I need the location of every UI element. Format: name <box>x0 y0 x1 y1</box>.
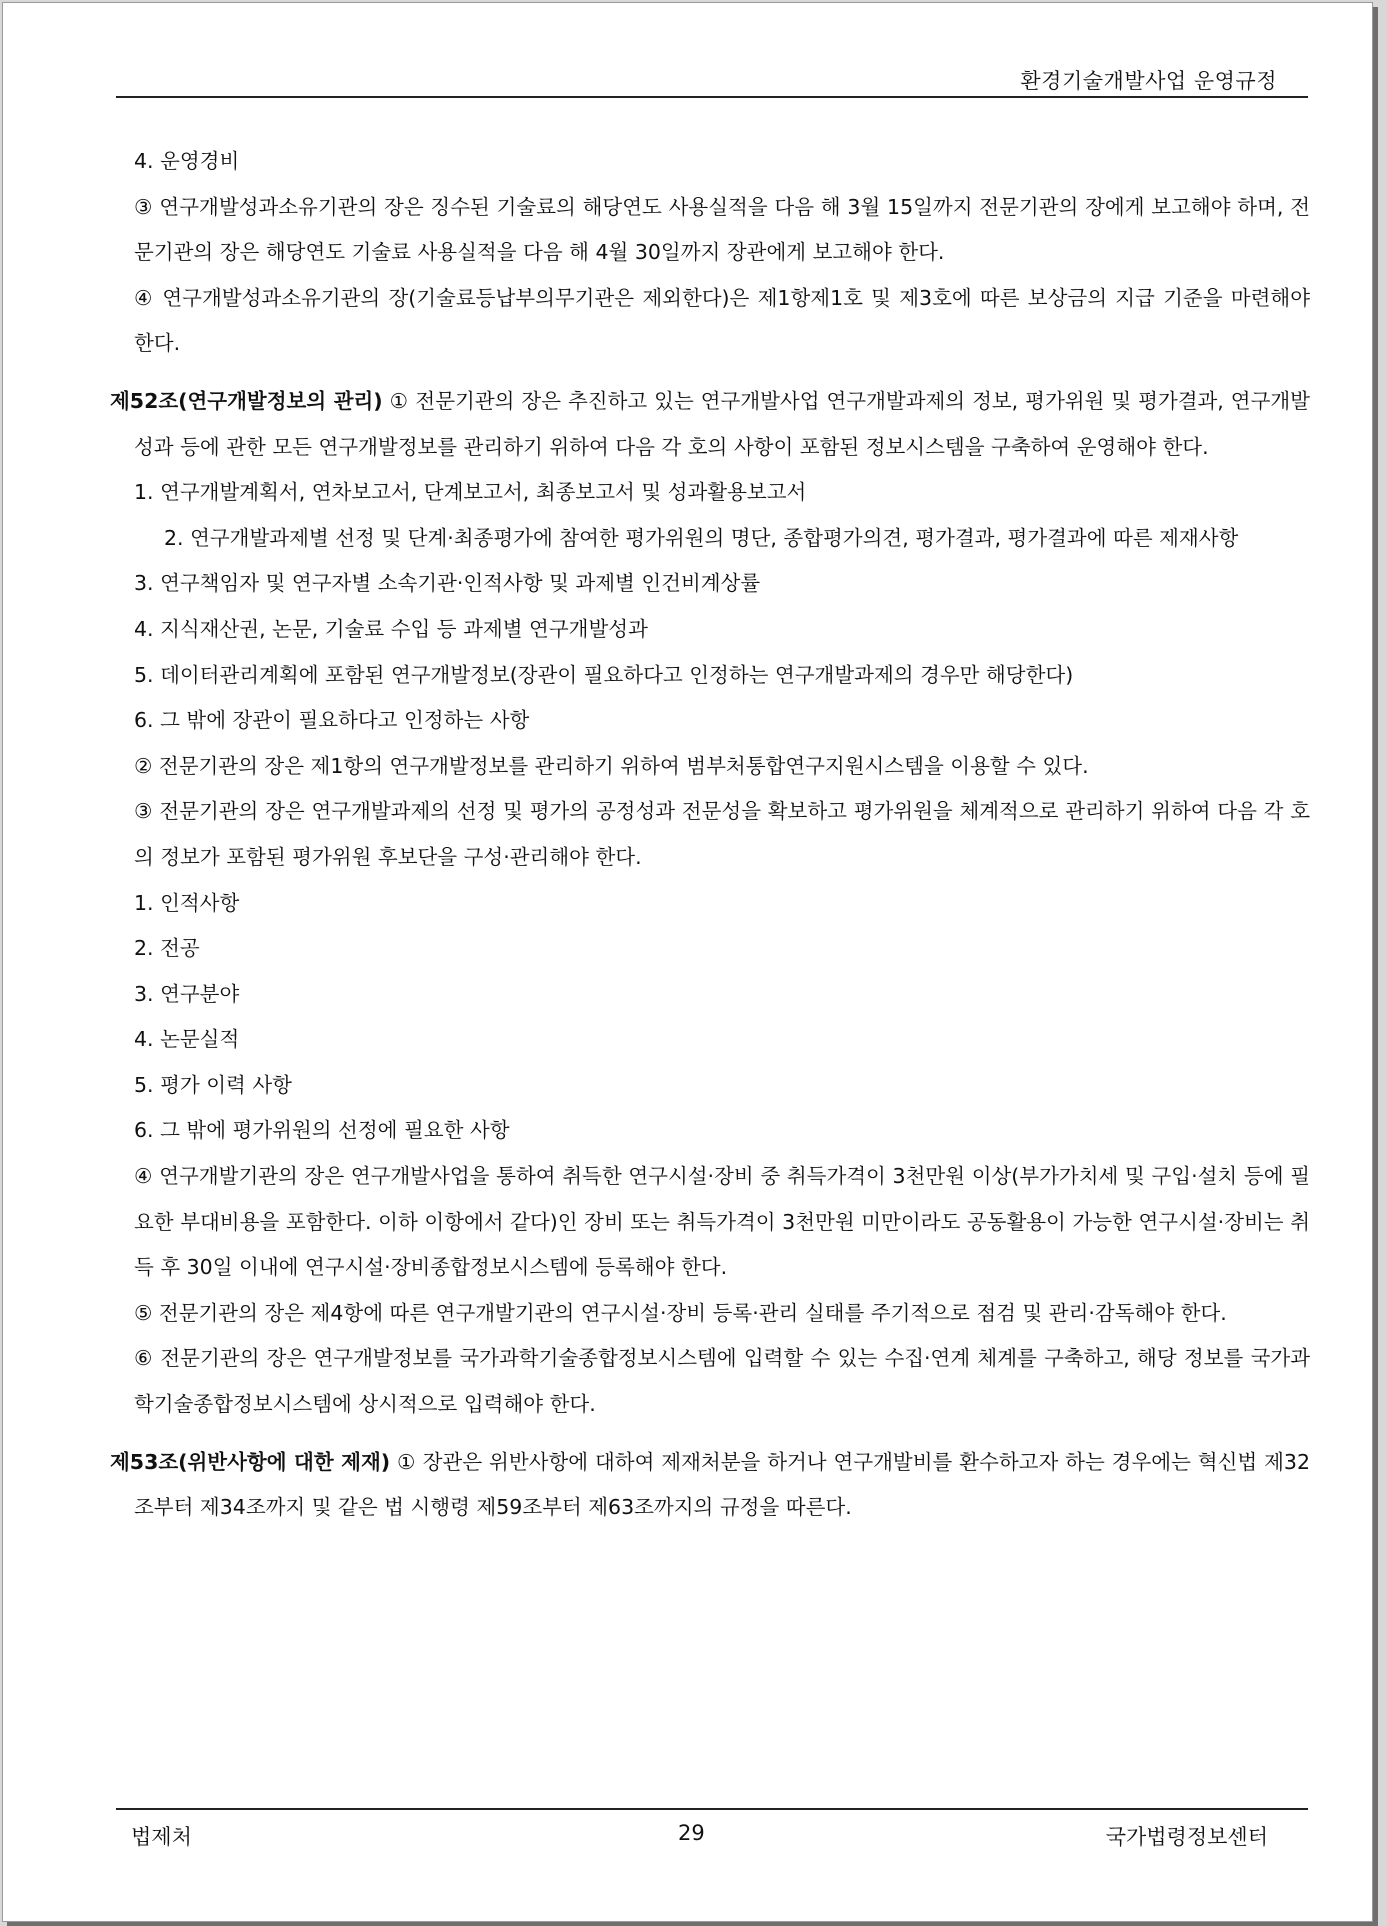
paragraph-4: ④ 연구개발성과소유기관의 장(기술료등납부의무기관은 제외한다)은 제1항제1호 및 제3호에 따른 보상금의 지급 기준을 마련해야 한다. <box>134 285 1310 356</box>
article-52-intro: ① 전문기관의 장은 추진하고 있는 연구개발사업 연구개발과제의 정보, 평가위원 및 평가결과, 연구개발성과 등에 관한 모든 연구개발정보를 관리하기 위하여 다음 각 호의 사항이 포함된 정보시스템을 구축하여 운영해야 한다. <box>134 388 1310 459</box>
list-item: 1. 인적사항 <box>134 890 240 915</box>
paragraph-3: ③ 연구개발성과소유기관의 장은 징수된 기술료의 해당연도 사용실적을 다음 해 3월 15일까지 전문기관의 장에게 보고해야 하며, 전문기관의 장은 해당연도 기술료 사용실적을 다음 해 4월 30일까지 장관에게 보고해야 한다. <box>134 194 1310 265</box>
spacer <box>134 1428 1310 1440</box>
paragraph-4: ④ 연구개발기관의 장은 연구개발사업을 통하여 취득한 연구시설·장비 중 취득가격이 3천만원 이상(부가가치세 및 구입·설치 등에 필요한 부대비용을 포함한다. 이하 이항에서 같다)인 장비 또는 취득가격이 3천만원 미만이라도 공동활용이 가능한 연구시설·장비는 취득 후 30일 이내에 연구시설·장비종합정보시스템에 등록해야 한다. <box>134 1164 1310 1280</box>
list-item: 3. 연구분야 <box>134 981 240 1006</box>
list-item: 6. 그 밖에 장관이 필요하다고 인정하는 사항 <box>134 708 530 733</box>
footer-publisher: 법제처 <box>131 1825 192 1849</box>
article-52-heading: 제52조(연구개발정보의 관리) <box>110 388 383 413</box>
running-header: 환경기술개발사업 운영규정 <box>1020 69 1277 93</box>
list-item: 6. 그 밖에 평가위원의 선정에 필요한 사항 <box>134 1118 510 1143</box>
list-item: 5. 평가 이력 사항 <box>134 1072 292 1097</box>
list-item: 4. 지식재산권, 논문, 기술료 수입 등 과제별 연구개발성과 <box>134 616 648 641</box>
article-52 <box>110 379 1310 470</box>
paragraph-5: ⑤ 전문기관의 장은 제4항에 따른 연구개발기관의 연구시설·장비 등록·관리 실태를 주기적으로 점검 및 관리·감독해야 한다. <box>134 1300 1227 1325</box>
article-53 <box>110 1440 1310 1531</box>
article-53-heading: 제53조(위반사항에 대한 제재) <box>110 1449 391 1474</box>
spacer <box>134 367 1310 379</box>
page-number: 29 <box>678 1821 705 1845</box>
list-item: 2. 연구개발과제별 선정 및 단계·최종평가에 참여한 평가위원의 명단, 종합평가의견, 평가결과, 평가결과에 따른 제재사항 <box>164 525 1239 550</box>
list-item: 5. 데이터관리계획에 포함된 연구개발정보(장관이 필요하다고 인정하는 연구개발과제의 경우만 해당한다) <box>134 662 1074 687</box>
document-body <box>110 139 1310 1531</box>
list-item: 1. 연구개발계획서, 연차보고서, 단계보고서, 최종보고서 및 성과활용보고서 <box>134 480 807 505</box>
footer-source: 국가법령정보센터 <box>1105 1825 1268 1849</box>
article-53-text: ① 장관은 위반사항에 대하여 제재처분을 하거나 연구개발비를 환수하고자 하는 경우에는 혁신법 제32조부터 제34조까지 및 같은 법 시행령 제59조부터 제63조까지의 규정을 따른다. <box>134 1449 1310 1520</box>
paragraph-2: ② 전문기관의 장은 제1항의 연구개발정보를 관리하기 위하여 범부처통합연구지원시스템을 이용할 수 있다. <box>134 753 1089 778</box>
header-rule <box>116 96 1308 98</box>
list-item: 4. 논문실적 <box>134 1027 240 1052</box>
footer-rule <box>116 1808 1308 1810</box>
paragraph-6: ⑥ 전문기관의 장은 연구개발정보를 국가과학기술종합정보시스템에 입력할 수 있는 수집·연계 체계를 구축하고, 해당 정보를 국가과학기술종합정보시스템에 상시적으로 입력해야 한다. <box>134 1346 1310 1417</box>
paragraph-3: ③ 전문기관의 장은 연구개발과제의 선정 및 평가의 공정성과 전문성을 확보하고 평가위원을 체계적으로 관리하기 위하여 다음 각 호의 정보가 포함된 평가위원 후보단을 구성·관리해야 한다. <box>134 799 1310 869</box>
list-item: 3. 연구책임자 및 연구자별 소속기관·인적사항 및 과제별 인건비계상률 <box>134 571 761 596</box>
list-item: 4. 운영경비 <box>134 149 240 173</box>
list-item: 2. 전공 <box>134 936 200 961</box>
document-page <box>2 2 1373 1922</box>
